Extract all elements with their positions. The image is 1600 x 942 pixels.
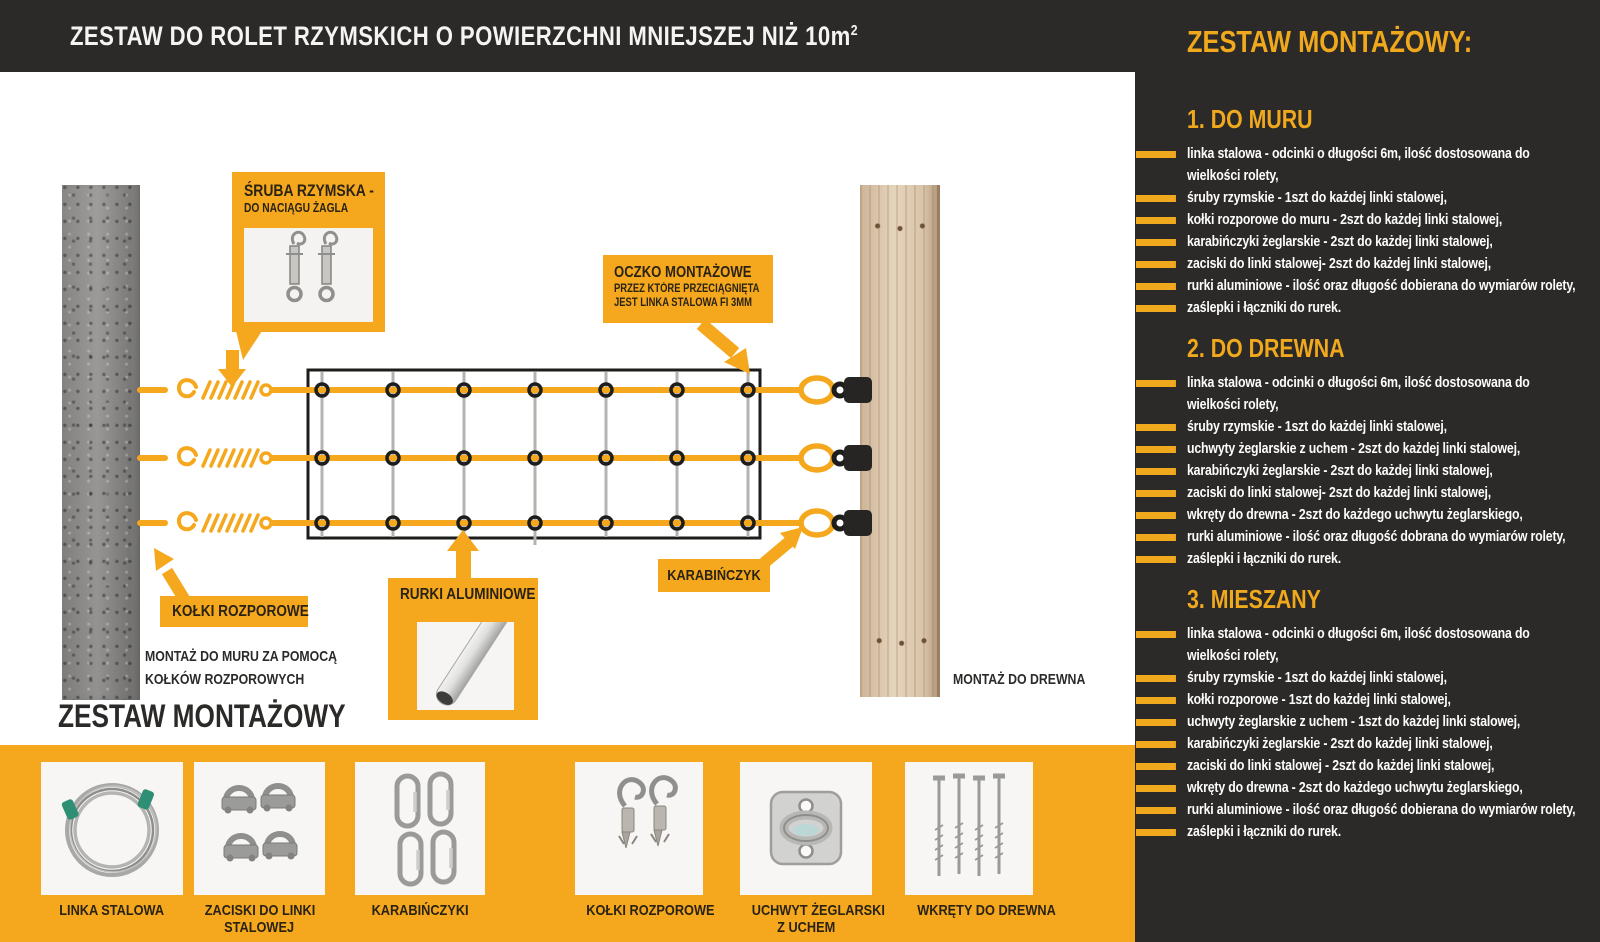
aluminium-tube-icon [417,622,514,710]
list-item: rurki aluminiowe - ilość oraz długość dobierana do wymiarów rolety, [1187,275,1580,297]
arrow-rurki-up [447,530,479,581]
cable-row [140,446,833,470]
list-item: uchwyty żeglarskie z uchem - 2szt do każdej linki stalowej, [1187,438,1580,460]
parts-list [1187,372,1580,570]
turnbuckles-photo [244,228,373,322]
products-band [0,745,1135,942]
label-karabinczyk: KARABIŃCZYK [658,559,770,592]
label-rurki-aluminiowe: RURKI ALUMINIOWE [388,578,538,720]
list-item: karabińczyki żeglarskie - 2szt do każdej linki stalowej, [1187,231,1580,253]
list-item: linka stalowa - odcinki o długości 6m, ilość dostosowana do wielkości rolety, [1187,623,1580,667]
list-item: rurki aluminiowe - ilość oraz długość dobierana do wymiarów rolety, [1187,799,1580,821]
arrow-sruba-down [218,331,262,387]
panel-heading: ZESTAW MONTAŻOWY: [1187,24,1473,59]
product-card-uchwyt-zeglarski [740,762,885,936]
parts-list [1187,623,1580,843]
list-item: kołki rozporowe do muru - 2szt do każdej linki stalowej, [1187,209,1580,231]
list-item: karabińczyki żeglarskie - 2szt do każdej linki stalowej, [1187,733,1580,755]
caption-montaz-do-muru: MONTAŻ DO MURU ZA POMOCĄ KOŁKÓW ROZPOROWYCH [145,648,337,688]
steel-cables [140,378,833,535]
list-item: linka stalowa - odcinki o długości 6m, ilość dostosowana do wielkości rolety, [1187,143,1580,187]
cable-clamps-icon [194,764,325,894]
product-photo [740,762,872,895]
section-heading: 1. DO MURU [1187,104,1313,134]
list-item: śruby rzymskie - 1szt do każdej linki stalowej, [1187,416,1580,438]
label-oczko-montazowe [603,255,773,323]
label-sruba-rzymska [232,172,385,332]
product-label: KOŁKI ROZPOROWE [586,902,715,919]
cable-row [140,511,833,535]
list-item: zaciski do linki stalowej - 2szt do każdej linki stalowej, [1187,755,1580,777]
wood-plank-texture [860,185,940,697]
product-photo [194,762,325,895]
list-item: śruby rzymskie - 1szt do każdej linki stalowej, [1187,667,1580,689]
product-photo [905,762,1033,895]
mounting-eyelets [316,384,754,529]
label-subtitle: PRZEZ KTÓRE PRZECIĄGNIĘTA [614,283,760,295]
list-item: zaślepki i łączniki do rurek. [1187,297,1580,319]
kit-heading: ZESTAW MONTAŻOWY [58,698,346,734]
list-item: śruby rzymskie - 1szt do każdej linki stalowej, [1187,187,1580,209]
label-title: ŚRUBA RZYMSKA - [244,181,374,200]
sail-seam-lines [322,372,748,545]
section-do-muru [1187,104,1586,319]
product-label: UCHWYT ŻEGLARSKI Z UCHEM [751,902,885,936]
carabiners-icon [355,764,485,894]
section-heading: 2. DO DREWNA [1187,333,1345,363]
product-photo [355,762,485,895]
title-bar [0,0,1135,72]
product-label: KARABIŃCZYKI [371,902,469,919]
steel-cable-coil-icon [42,764,182,894]
sail-outline [308,370,760,538]
product-card-zaciski [194,762,325,936]
list-item: uchwyty żeglarskie z uchem - 1szt do każdej linki stalowej, [1187,711,1580,733]
label-title: OCZKO MONTAŻOWE [614,264,752,281]
caption-montaz-do-drewna: MONTAŻ DO DREWNA [953,671,1086,688]
list-item: linka stalowa - odcinki o długości 6m, ilość dostosowana do wielkości rolety, [1187,372,1580,416]
product-photo [41,762,183,895]
list-item: karabińczyki żeglarskie - 2szt do każdej linki stalowej, [1187,460,1580,482]
section-heading: 3. MIESZANY [1187,584,1321,614]
arrow-karabinczyk-up [764,527,803,563]
product-label: LINKA STALOWA [59,902,165,919]
wood-screws-icon [905,764,1033,894]
cable-row [140,378,833,402]
list-item: zaciski do linki stalowej- 2szt do każdej linki stalowej, [1187,482,1580,504]
list-item: wkręty do drewna - 2szt do każdego uchwytu żeglarskiego, [1187,777,1580,799]
label-subtitle: DO NACIĄGU ŻAGLA [244,201,349,215]
label-kolki-rozporowe: KOŁKI ROZPOROWE [160,596,308,627]
product-card-kolki-rozporowe [575,762,715,936]
product-label: ZACISKI DO LINKI STALOWEJ [204,902,315,936]
list-item: zaślepki i łączniki do rurek. [1187,548,1580,570]
expansion-anchor-hooks-icon [575,764,703,894]
product-label: WKRĘTY DO DREWNA [917,902,1056,919]
product-card-wkrety [905,762,1056,936]
section-do-drewna [1187,333,1586,570]
product-photo [575,762,703,895]
concrete-wall-texture [62,185,140,700]
page-title: ZESTAW DO ROLET RZYMSKICH O POWIERZCHNI MNIEJSZEJ NIŻ $10m^2$ [70,20,858,51]
list-item: wkręty do drewna - 2szt do każdego uchwytu żeglarskiego, [1187,504,1580,526]
pad-eye-plate-icon [740,764,872,894]
product-card-karabinczyki [355,762,485,936]
parts-list [1187,143,1580,319]
arrow-oczko-down [701,324,750,374]
label-subtitle: JEST LINKA STALOWA FI 3MM [614,297,752,309]
turnbuckles-icon [244,228,373,322]
list-item: zaciski do linki stalowej- 2szt do każdej linki stalowej, [1187,253,1580,275]
arrow-kolki-up [154,548,186,602]
parts-list-panel [1135,0,1600,942]
list-item: zaślepki i łączniki do rurek. [1187,821,1580,843]
list-item: kołki rozporowe - 1szt do każdej linki stalowej, [1187,689,1580,711]
section-mieszany [1187,584,1586,843]
product-card-linka-stalowa [41,762,183,936]
aluminium-tube-photo [417,622,514,710]
list-item: rurki aluminiowe - ilość oraz długość dobrana do wymiarów rolety, [1187,526,1580,548]
